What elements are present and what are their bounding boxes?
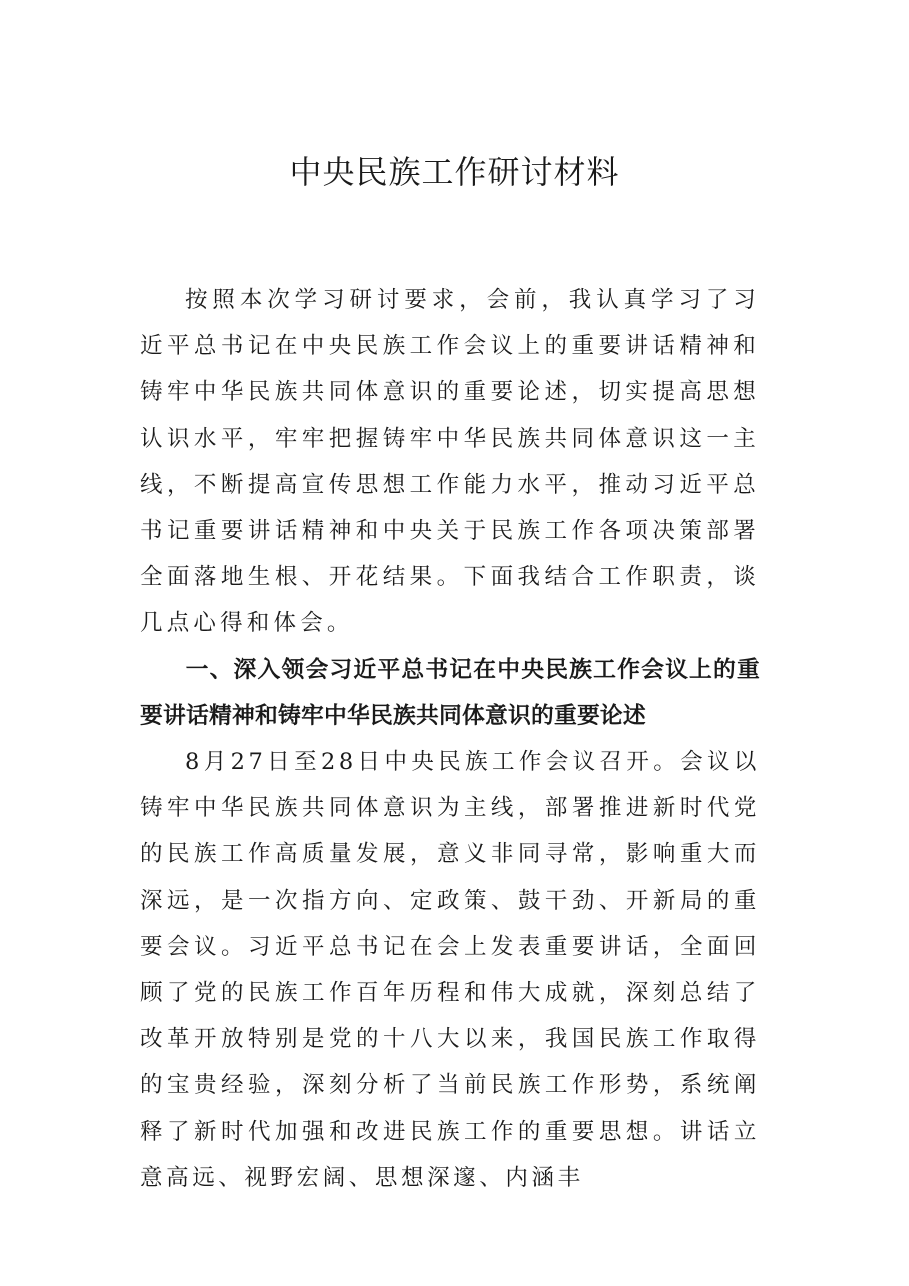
document-title: 中央民族工作研讨材料 — [289, 153, 620, 191]
body-paragraph: 8月27日至28日中央民族工作会议召开。会议以铸牢中华民族共同体意识为主线，部署推进新时代党的民族工作高质量发展，意义非同寻常，影响重大而深远，是一次指方向、定政策、鼓干劲、开新局的重要会议。习近平总书记在会上发表重要讲话，全面回顾了党的民族工作百年历程和伟大成就，深刻总结了改革开放特别是党的十八大以来，我国民族工作取得的宝贵经验，深刻分析了当前民族工作形势，系统阐释了新时代加强和改进民族工作的重要思想。讲话立意高远、视野宏阔、思想深邃、内涵丰 — [140, 749, 760, 1191]
intro-paragraph: 按照本次学习研讨要求，会前，我认真学习了习近平总书记在中央民族工作会议上的重要讲话精神和铸牢中华民族共同体意识的重要论述，切实提高思想认识水平，牢牢把握铸牢中华民族共同体意识这一主线，不断提高宣传思想工作能力水平，推动习近平总书记重要讲话精神和中央关于民族工作各项决策部署全面落地生根、开花结果。下面我结合工作职责，谈几点心得和体会。 — [140, 287, 760, 637]
section-heading: 一、深入领会习近平总书记在中央民族工作会议上的重要讲话精神和铸牢中华民族共同体意识的重要论述 — [140, 656, 760, 729]
document-body — [140, 277, 760, 1201]
